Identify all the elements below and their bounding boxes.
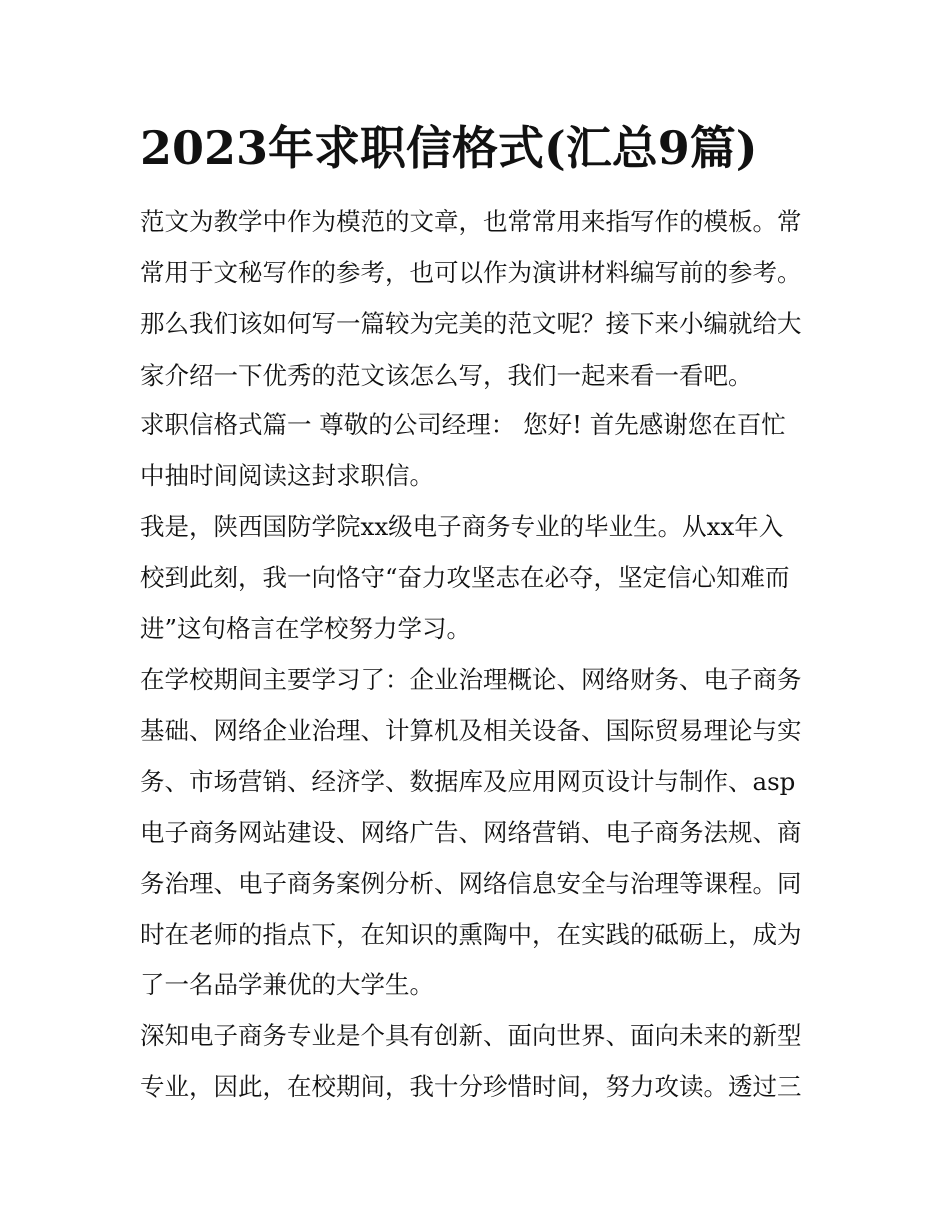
paragraph-line: 常用于文秘写作的参考，也可以作为演讲材料编写前的参考。 — [140, 258, 802, 287]
paragraph-line: 在学校期间主要学习了：企业治理概论、网络财务、电子商务 — [140, 665, 802, 694]
paragraph-line: 范文为教学中作为模范的文章，也常常用来指写作的模板。常 — [140, 207, 802, 236]
paragraph-line: 时在老师的指点下，在知识的熏陶中，在实践的砥砺上，成为 — [140, 920, 802, 949]
paragraph-line: 深知电子商务专业是个具有创新、面向世界、面向未来的新型 — [140, 1021, 802, 1050]
paragraph-line: 电子商务网站建设、网络广告、网络营销、电子商务法规、商 — [140, 818, 802, 847]
paragraph-line: 专业，因此，在校期间，我十分珍惜时间，努力攻读。透过三 — [140, 1072, 802, 1101]
paragraph-line: 校到此刻，我一向恪守“奋力攻坚志在必夺，坚定信心知难而 — [140, 563, 790, 592]
paragraph-line: 务、市场营销、经济学、数据库及应用网页设计与制作、asp — [140, 767, 796, 796]
paragraph-line: 进”这句格言在学校努力学习。 — [140, 614, 472, 643]
paragraph-line: 基础、网络企业治理、计算机及相关设备、国际贸易理论与实 — [140, 716, 802, 745]
paragraph-line: 那么我们该如何写一篇较为完美的范文呢？接下来小编就给大 — [140, 309, 802, 338]
paragraph-line: 家介绍一下优秀的范文该怎么写，我们一起来看一看吧。 — [140, 361, 753, 390]
document-title: 2023年求职信格式(汇总9篇) — [140, 121, 758, 175]
paragraph-line: 中抽时间阅读这封求职信。 — [140, 461, 434, 490]
paragraph-line: 务治理、电子商务案例分析、网络信息安全与治理等课程。同 — [140, 869, 802, 898]
paragraph-line: 了一名品学兼优的大学生。 — [140, 970, 434, 999]
paragraph-line: 我是，陕西国防学院xx级电子商务专业的毕业生。从xx年入 — [140, 512, 784, 541]
paragraph-line: 求职信格式篇一 尊敬的公司经理： 您好! 首先感谢您在百忙 — [140, 410, 786, 439]
